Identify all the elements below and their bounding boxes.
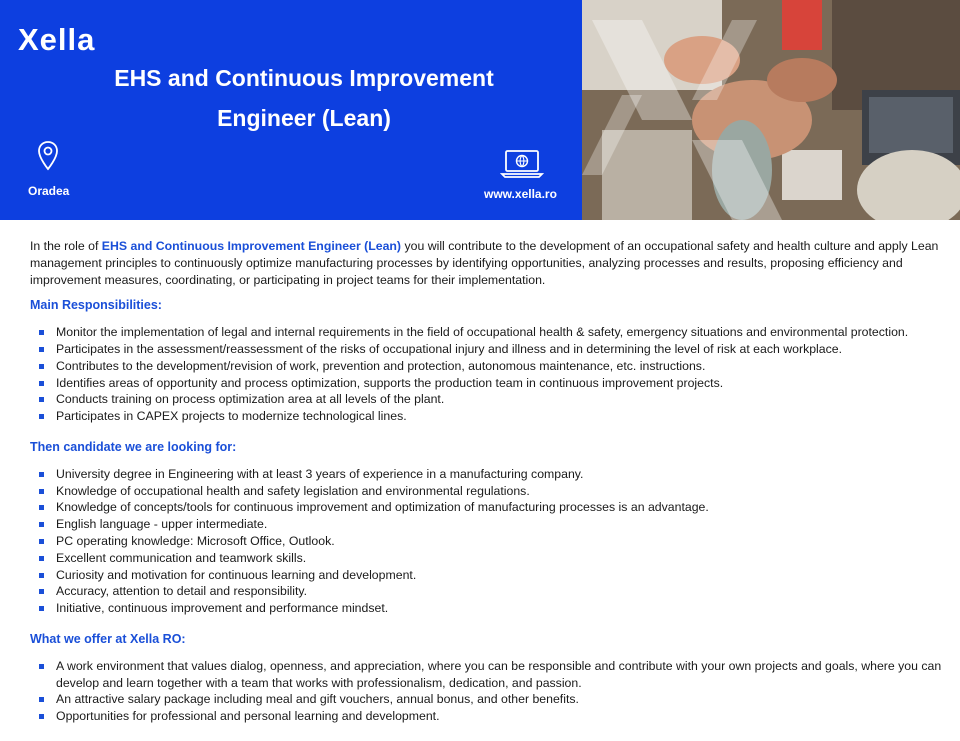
list-item: Excellent communication and teamwork skills. (30, 550, 950, 567)
list-item: Accuracy, attention to detail and responsibility. (30, 583, 950, 600)
job-header (0, 0, 960, 220)
list-item: Contributes to the development/revision of work, prevention and protection, autonomous maintenance, etc. instructions. (30, 358, 950, 375)
header-blue-panel (0, 0, 582, 220)
list-item: University degree in Engineering with at least 3 years of experience in a manufacturing company. (30, 466, 950, 483)
responsibilities-list (30, 324, 950, 425)
candidate-list (30, 466, 950, 617)
intro-suffix: you will contribute to the development of an occupational safety and health culture and apply Lean management principles to continuously optimize manufacturing processes by identifying opportunities, analyzing processes and results, proposing efficiency and improvement measures, coordinating, or participating in project teams for their implementation. (30, 239, 939, 287)
list-item: Opportunities for professional and personal learning and development. (30, 708, 950, 725)
list-item: A work environment that values dialog, openness, and appreciation, where you can be responsible and contribute with your own projects and goals, where you can develop and learn together with a team that works with professionalism, dedication, and passion. (30, 658, 950, 692)
list-item: English language - upper intermediate. (30, 516, 950, 533)
list-item: Knowledge of concepts/tools for continuous improvement and optimization of manufacturing processes is an advantage. (30, 499, 950, 516)
team-hands-photo (582, 0, 960, 220)
list-item: Monitor the implementation of legal and internal requirements in the field of occupational health & safety, emergency situations and environmental protection. (30, 324, 950, 341)
offer-title: What we offer at Xella RO: (30, 631, 186, 646)
list-item: Conducts training on process optimization area at all levels of the plant. (30, 391, 950, 408)
list-item: PC operating knowledge: Microsoft Office, Outlook. (30, 533, 950, 550)
intro-paragraph (30, 238, 950, 288)
laptop-globe-icon (500, 148, 544, 180)
job-title: EHS and Continuous Improvement Engineer (Lean) (114, 65, 494, 131)
location-pin-icon (36, 140, 60, 172)
offer-list (30, 658, 950, 725)
intro-highlight: EHS and Continuous Improvement Engineer (Lean) (101, 239, 402, 253)
list-item: Participates in the assessment/reassessment of the risks of occupational injury and illness and in determining the level of risk at each workplace. (30, 341, 950, 358)
list-item: Initiative, continuous improvement and performance mindset. (30, 600, 950, 617)
responsibilities-title: Main Responsibilities: (30, 298, 162, 313)
intro-prefix: In the role of (30, 239, 102, 253)
list-item: Knowledge of occupational health and safety legislation and environmental regulations. (30, 483, 950, 500)
website-link[interactable]: www.xella.ro (484, 187, 557, 201)
location-label: Oradea (28, 184, 70, 198)
list-item: Identifies areas of opportunity and process optimization, supports the production team in continuous improvement projects. (30, 375, 950, 392)
list-item: Participates in CAPEX projects to modernize technological lines. (30, 408, 950, 425)
list-item: An attractive salary package including meal and gift vouchers, annual bonus, and other benefits. (30, 691, 950, 708)
candidate-title: Then candidate we are looking for: (30, 439, 237, 454)
xella-logo: Xella (18, 22, 96, 57)
team-hands-illustration (582, 0, 960, 220)
job-description (30, 238, 950, 739)
list-item: Curiosity and motivation for continuous learning and development. (30, 567, 950, 584)
